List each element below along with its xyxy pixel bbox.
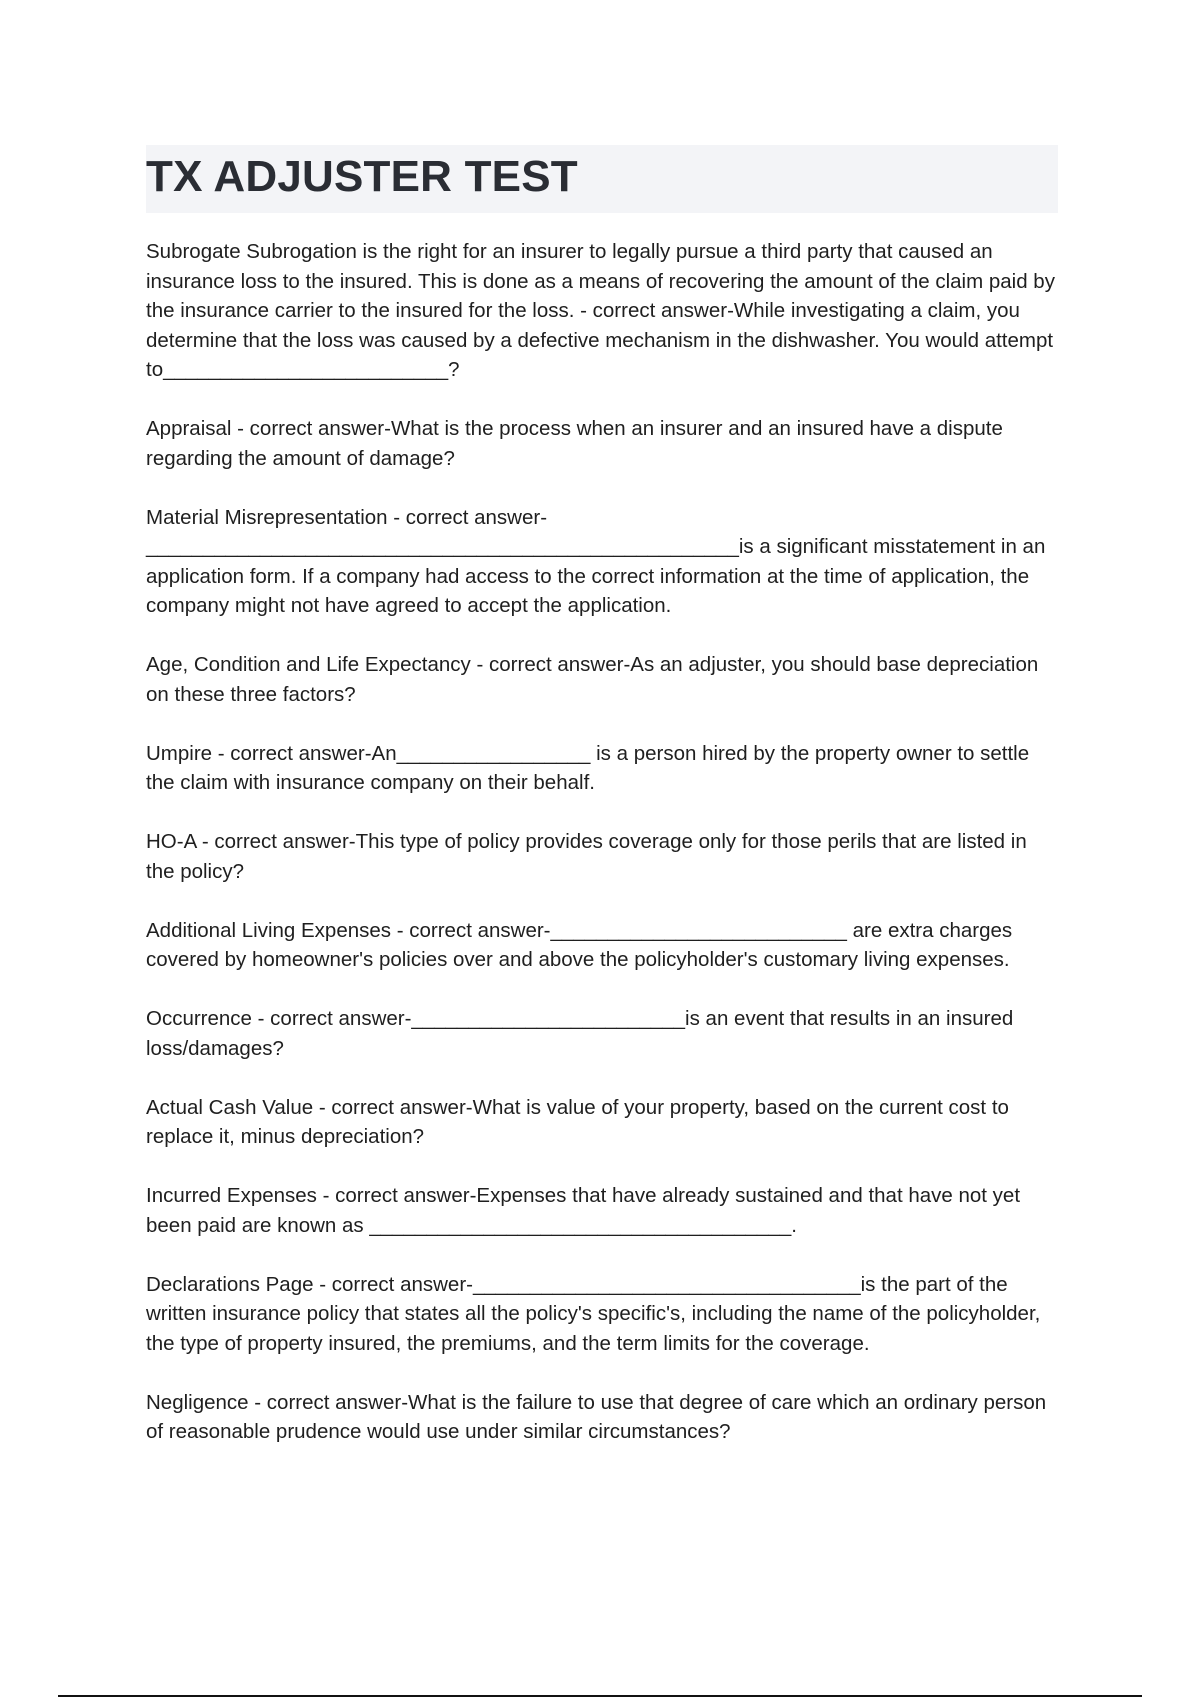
title-banner xyxy=(146,145,1058,213)
qa-item-negligence: Negligence - correct answer-What is the failure to use that degree of care which an ordinary person of reasonable prudence would use under similar circumstances? xyxy=(146,1390,1047,1443)
qa-item-depreciation-factors: Age, Condition and Life Expectancy - correct answer-As an adjuster, you should base depreciation on these three factors? xyxy=(146,653,1039,706)
qa-list xyxy=(146,237,1058,1476)
qa-item-actual-cash-value: Actual Cash Value - correct answer-What is value of your property, based on the current cost to replace it, minus depreciation? xyxy=(146,1095,1009,1148)
qa-item-subrogation: Subrogate Subrogation is the right for an insurer to legally pursue a third party that caused an insurance loss to the insured. This is done as a means of recovering the amount of the claim paid by the insurance carrier to the insured for the loss. - correct answer-While investigating a claim, you determine that the loss was caused by a defective mechanism in the dishwasher. You would attempt to_________________________? xyxy=(146,240,1055,381)
qa-item-incurred-expenses: Incurred Expenses - correct answer-Expenses that have already sustained and that have not yet been paid are known as _____________________________________. xyxy=(146,1184,1021,1237)
qa-item-declarations-page: Declarations Page - correct answer-__________________________________is the part of the written insurance policy that states all the policy's specific's, including the name of the policyholder, the type of property insured, the premiums, and the term limits for the coverage. xyxy=(146,1272,1041,1355)
page-title: TX ADJUSTER TEST xyxy=(146,152,578,201)
qa-item-appraisal: Appraisal - correct answer-What is the process when an insurer and an insured have a dispute regarding the amount of damage? xyxy=(146,417,1003,470)
qa-item-material-misrepresentation: Material Misrepresentation - correct answer-____________________________________________________is a significant misstatement in an application form. If a company had access to the correct information at the time of application, the company might not have agreed to accept the application. xyxy=(146,505,1046,617)
qa-item-occurrence: Occurrence - correct answer-________________________is an event that results in an insured loss/damages? xyxy=(146,1007,1014,1060)
qa-item-umpire: Umpire - correct answer-An_________________ is a person hired by the property owner to settle the claim with insurance company on their behalf. xyxy=(146,741,1030,794)
qa-item-additional-living-expenses: Additional Living Expenses - correct answer-__________________________ are extra charges covered by homeowner's policies over and above the policyholder's customary living expenses. xyxy=(146,918,1013,971)
qa-item-ho-a: HO-A - correct answer-This type of policy provides coverage only for those perils that are listed in the policy? xyxy=(146,830,1027,883)
page-footer-divider xyxy=(58,1695,1142,1697)
